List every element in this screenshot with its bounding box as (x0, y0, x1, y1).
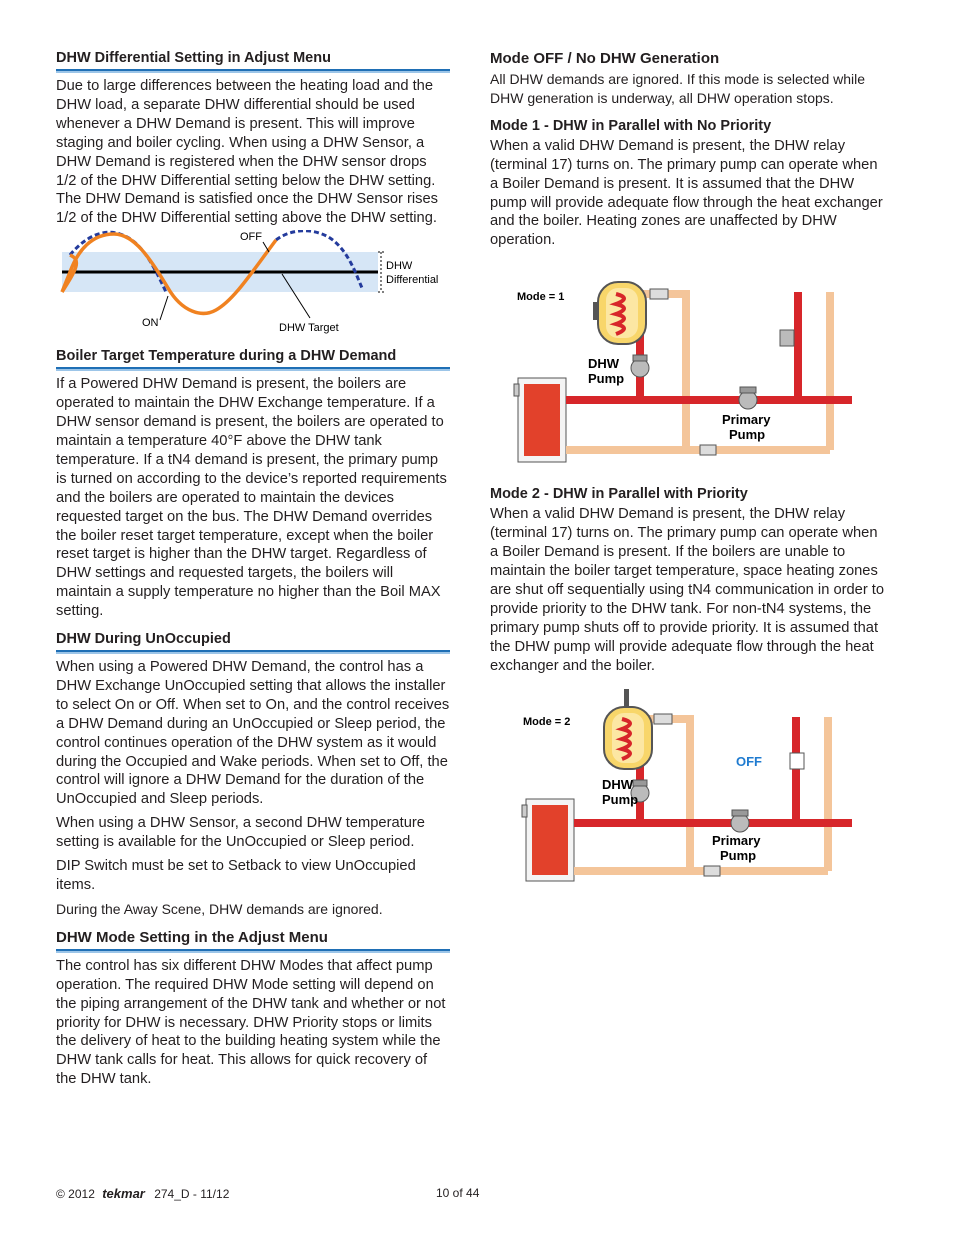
page-number: 10 of 44 (436, 1186, 480, 1200)
label-on: ON (142, 317, 159, 330)
paragraph-unoccupied-4: During the Away Scene, DHW demands are ignored. (56, 900, 383, 917)
heading-dhw-unoccupied: DHW During UnOccupied (56, 631, 450, 652)
paragraph-unoccupied-3: DIP Switch must be set to Setback to view UnOccupied items. (56, 858, 416, 893)
mode-1-label: Mode = 1 (517, 291, 565, 304)
primary-pump-label-2: Pump (729, 427, 766, 443)
dhw-pump-label-1: DHW (602, 777, 634, 793)
dhw-pump-label-2: Pump (588, 371, 625, 387)
heading-mode-off: Mode OFF / No DHW Generation (490, 50, 720, 67)
primary-pump-label-1: Primary (712, 833, 761, 849)
heading-dhw-differential: DHW Differential Setting in Adjust Menu (56, 50, 450, 71)
document-number: 274_D - 11/12 (154, 1187, 230, 1201)
label-dhw-target: DHW Target (279, 322, 339, 335)
left-column (56, 50, 450, 1089)
heading-boiler-target: Boiler Target Temperature during a DHW Demand (56, 348, 450, 369)
primary-pump-label-1: Primary (722, 412, 771, 428)
dhw-pump (631, 359, 649, 377)
on-pointer (160, 296, 168, 320)
footer-left (56, 1186, 229, 1201)
mode-2-piping-diagram (490, 689, 885, 889)
paragraph-unoccupied-1: When using a Powered DHW Demand, the control has a DHW Exchange UnOccupied setting that allows the installer to select On or Off. When set to On, and the control receives a DHW Demand during an UnOccupied or Sleep period, the control continues operation of the DHW system as it would during the Occupied and Wake periods. When set to Off, the control will ignore a DHW Demand for the duration of the UnOccupied and Sleep periods. (56, 659, 450, 808)
copyright: © 2012 (56, 1187, 95, 1201)
paragraph-dhw-differential: Due to large differences between the heating load and the DHW load, a separate DHW differential should be used whenever a DHW Demand is present. This will improve staging and boiler cycling. When using a DHW Sensor, a DHW Demand is registered when the DHW sensor drops 1/2 of the DHW Differential setting below the DHW setting. The DHW Demand is satisfied once the DHW Sensor rises 1/2 of the DHW Differential setting above the DHW setting. (56, 78, 439, 227)
dhw-differential-diagram (56, 230, 450, 342)
brand-logo: tekmar (102, 1186, 145, 1201)
label-dhw-differential-2: Differential (386, 274, 439, 287)
paragraph-boiler-target: If a Powered DHW Demand is present, the boilers are operated to maintain the DHW Exchange temperature. If a DHW sensor demand is present, the boilers are operated to maintain a temperature 40°F above the DHW tank temperature. If a tN4 demand is present, the primary pump is turned on according to the device’s reported requirements and the boilers are operated to maintain the devices requested target on the bus. The DHW Demand overrides the boiler reset target temperature, except when the boiler reset target is higher than the DHW target. Regardless of DHW settings and requested targets, the boilers will maintain a supply temperature no higher than the Boil MAX setting. (56, 376, 447, 620)
paragraph-mode-2: When a valid DHW Demand is present, the DHW relay (terminal 17) turns on. The primary pump can operate when a Boiler Demand is present. If the boilers are unable to maintain the boiler target temperature, space heating zones are shut off sequentially using tN4 communication in order to provide priority to the DHW tank. For non-tN4 systems, the primary pump shuts off to provide priority. It is assumed that the DHW pump will provide adequate flow through the heat exchanger and the boiler. (490, 506, 885, 674)
zone-valve (790, 753, 804, 769)
primary-pump-label-2: Pump (720, 848, 757, 864)
mode-1-piping-diagram (490, 272, 885, 472)
mode-2-label: Mode = 2 (523, 716, 571, 729)
heading-mode-1: Mode 1 - DHW in Parallel with No Priority (490, 117, 772, 134)
heading-mode-2: Mode 2 - DHW in Parallel with Priority (490, 486, 748, 503)
heading-dhw-mode: DHW Mode Setting in the Adjust Menu (56, 929, 450, 951)
label-dhw-differential-1: DHW (386, 260, 413, 273)
off-pointer (263, 242, 269, 252)
zone-off-label: OFF (736, 754, 762, 770)
primary-pump (739, 391, 757, 409)
paragraph-mode-1: When a valid DHW Demand is present, the DHW relay (terminal 17) turns on. The primary pump can operate when a Boiler Demand is present. It is assumed that the DHW pump will provide adequate flow through the heat exchanger and the boiler. Heating zones are unaffected by DHW operation. (490, 137, 883, 249)
paragraph-unoccupied-2: When using a DHW Sensor, a second DHW temperature setting is available for the UnOccupied or Sleep period. (56, 815, 425, 851)
paragraph-mode-off: All DHW demands are ignored. If this mode is selected while DHW generation is underway, all DHW operation stops. (490, 71, 866, 106)
dhw-pump-label-2: Pump (602, 792, 639, 808)
dhw-pump-label-1: DHW (588, 356, 620, 372)
paragraph-dhw-mode: The control has six different DHW Modes that affect pump operation. The required DHW Mode setting will depend on the piping arrangement of the DHW tank and whether or not priority for DHW is necessary. DHW Priority stops or limits the delivery of heat to the building heating system while the DHW tank calls for heat. This allows for quick recovery of the DHW tank. (56, 957, 446, 1088)
zone-valve (780, 330, 794, 346)
primary-pump (731, 814, 749, 832)
label-off: OFF (240, 231, 262, 244)
right-column (490, 50, 885, 889)
